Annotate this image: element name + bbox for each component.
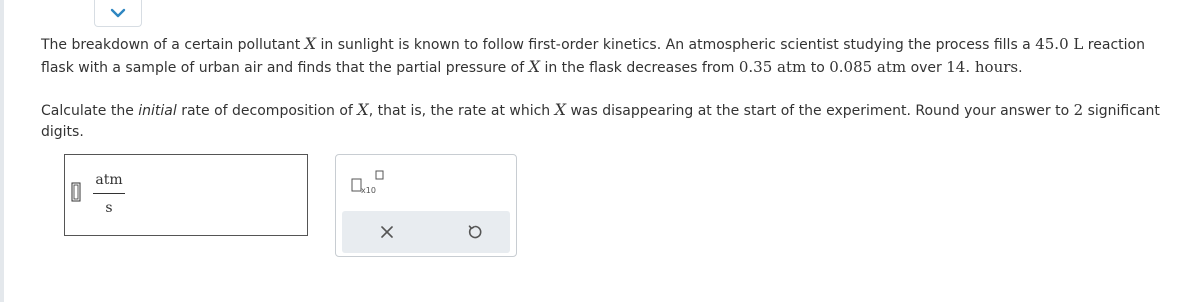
- collapse-button[interactable]: [94, 0, 142, 27]
- end-pressure: 0.085 atm: [829, 58, 907, 76]
- variable-x: X: [357, 100, 369, 119]
- unit-numerator: atm: [95, 172, 123, 188]
- problem-paragraph-2: Calculate the initial rate of decomposition of X, that is, the rate at which X was disappearing at the start of the experiment. Round your answer to 2 significant digits.: [41, 100, 1160, 140]
- variable-x: X: [554, 100, 567, 119]
- x-clear-icon: [380, 225, 394, 239]
- duration: 14. hours: [946, 58, 1019, 76]
- problem-paragraph-1: The breakdown of a certain pollutant X in sunlight is known to follow first-order kinetics. An atmospheric scientist studying the process fills a 45.0 L reaction flask with a sample of urban air and finds that the partial pressure of X in the flask decreases from 0.35 atm to 0.085 atm over 14. hours.: [41, 34, 1145, 76]
- reset-button[interactable]: [460, 218, 490, 246]
- left-rail: [0, 0, 4, 302]
- clear-button[interactable]: [372, 218, 402, 246]
- input-cursor-icon[interactable]: [71, 182, 81, 202]
- chevron-down-icon: [110, 8, 126, 18]
- sig-figs: 2: [1073, 101, 1084, 119]
- tool-panel: [335, 154, 517, 257]
- variable-x: X: [304, 34, 317, 53]
- fraction-bar: [93, 193, 125, 194]
- undo-reset-icon: [467, 224, 483, 240]
- start-pressure: 0.35 atm: [738, 58, 807, 76]
- unit-fraction: [93, 171, 125, 216]
- scientific-notation-button[interactable]: [350, 169, 390, 199]
- initial-emphasis: initial: [138, 103, 177, 119]
- unit-denominator: s: [105, 200, 113, 216]
- problem-statement: [41, 33, 1171, 143]
- sci-notation-label: x10: [361, 186, 376, 195]
- flask-volume: 45.0 L: [1035, 35, 1084, 53]
- answer-input-box[interactable]: [64, 154, 308, 236]
- tool-footer: [342, 211, 510, 253]
- variable-x: X: [528, 57, 541, 76]
- scientific-notation-icon: [350, 169, 390, 199]
